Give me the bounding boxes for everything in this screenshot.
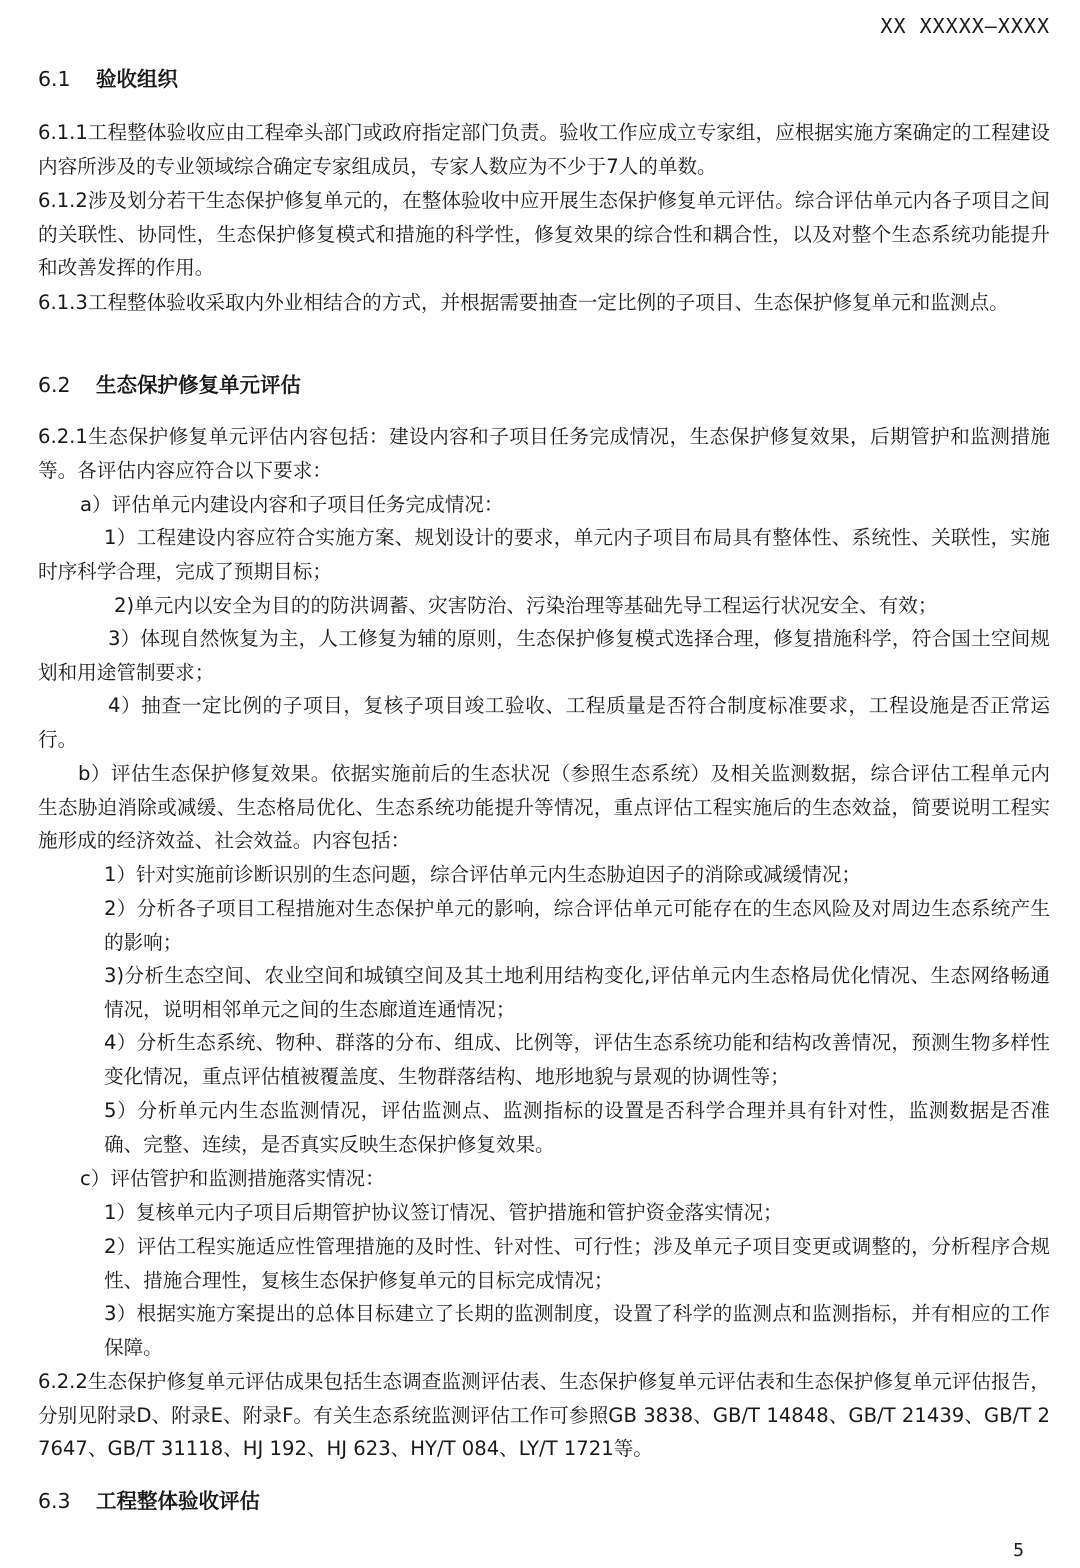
section-heading-6-1 — [38, 62, 1050, 96]
item-b: b）评估生态保护修复效果。依据实施前后的生态状况（参照生态系统）及相关监测数据，综合评估工程单元内生态胁迫消除或减缓、生态格局优化、生态系统功能提升等情况，重点评估工程实施后的生态效益，简要说明工程实施形成的经济效益、社会效益。内容包括： — [38, 762, 1050, 853]
section-title: 验收组织 — [96, 67, 178, 91]
item-c-2: 2）评估工程实施适应性管理措施的及时性、针对性、可行性；涉及单元子项目变更或调整的，分析程序合规性、措施合理性，复核生态保护修复单元的目标完成情况； — [104, 1235, 1050, 1292]
clause-6-2-1: 6.2.1生态保护修复单元评估内容包括：建设内容和子项目任务完成情况，生态保护修复效果，后期管护和监测措施等。各评估内容应符合以下要求： — [38, 425, 1050, 482]
section-heading-6-3 — [38, 1484, 1050, 1518]
section-title: 工程整体验收评估 — [96, 1489, 260, 1513]
item-a-3: 3）体现自然恢复为主，人工修复为辅的原则，生态保护修复模式选择合理，修复措施科学，符合国土空间规划和用途管制要求； — [38, 627, 1050, 684]
item-b-1: 1）针对实施前诊断识别的生态问题，综合评估单元内生态胁迫因子的消除或减缓情况； — [104, 863, 862, 886]
item-b-2: 2）分析各子项目工程措施对生态保护单元的影响，综合评估单元可能存在的生态风险及对周边生态系统产生的影响； — [104, 897, 1050, 954]
item-c: c）评估管护和监测措施落实情况： — [80, 1167, 385, 1190]
item-c-1: 1）复核单元内子项目后期管护协议签订情况、管护措施和管护资金落实情况； — [104, 1201, 783, 1224]
clause-6-1-2: 6.1.2涉及划分若干生态保护修复单元的，在整体验收中应开展生态保护修复单元评估。综合评估单元内各子项目之间的关联性、协同性，生态保护修复模式和措施的科学性，修复效果的综合性和耦合性，以及对整个生态系统功能提升和改善发挥的作用。 — [38, 189, 1050, 280]
clause-6-1-3: 6.1.3工程整体验收采取内外业相结合的方式，并根据需要抽查一定比例的子项目、生态保护修复单元和监测点。 — [38, 291, 1009, 314]
standard-code-header: XX XXXXX—XXXX — [880, 14, 1050, 38]
item-a-1: 1）工程建设内容应符合实施方案、规划设计的要求，单元内子项目布局具有整体性、系统性、关联性，实施时序科学合理，完成了预期目标； — [38, 526, 1050, 583]
clause-6-1-1: 6.1.1工程整体验收应由工程牵头部门或政府指定部门负责。验收工作应成立专家组，应根据实施方案确定的工程建设内容所涉及的专业领域综合确定专家组成员，专家人数应为不少于7人的单数。 — [38, 121, 1050, 178]
section-number: 6.2 — [38, 373, 71, 397]
section-heading-6-2 — [38, 368, 1050, 402]
item-a: a）评估单元内建设内容和子项目任务完成情况： — [80, 493, 504, 516]
item-a-2: 2)单元内以安全为目的的防洪调蓄、灾害防治、污染治理等基础先导工程运行状况安全、有效； — [114, 594, 938, 617]
item-a-4: 4）抽查一定比例的子项目，复核子项目竣工验收、工程质量是否符合制度标准要求，工程设施是否正常运行。 — [38, 694, 1050, 751]
clause-6-2-2: 6.2.2生态保护修复单元评估成果包括生态调查监测评估表、生态保护修复单元评估表和生态保护修复单元评估报告，分别见附录D、附录E、附录F。有关生态系统监测评估工作可参照GB 3838、GB/T 14848、GB/T 21439、GB/T 27647、GB/T 31118、HJ 192、HJ 623、HY/T 084、LY/T 1721等。 — [38, 1370, 1050, 1461]
page-number: 5 — [1013, 1540, 1024, 1561]
item-b-5: 5）分析单元内生态监测情况，评估监测点、监测指标的设置是否科学合理并具有针对性，监测数据是否准确、完整、连续，是否真实反映生态保护修复效果。 — [104, 1099, 1050, 1156]
item-b-4: 4）分析生态系统、物种、群落的分布、组成、比例等，评估生态系统功能和结构改善情况，预测生物多样性变化情况，重点评估植被覆盖度、生物群落结构、地形地貌与景观的协调性等； — [104, 1031, 1050, 1088]
item-b-3: 3)分析生态空间、农业空间和城镇空间及其土地利用结构变化,评估单元内生态格局优化情况、生态网络畅通情况，说明相邻单元之间的生态廊道连通情况； — [104, 964, 1050, 1021]
section-number: 6.1 — [38, 67, 71, 91]
section-title: 生态保护修复单元评估 — [96, 373, 301, 397]
section-number: 6.3 — [38, 1489, 71, 1513]
item-c-3: 3）根据实施方案提出的总体目标建立了长期的监测制度，设置了科学的监测点和监测指标，并有相应的工作保障。 — [104, 1302, 1050, 1359]
